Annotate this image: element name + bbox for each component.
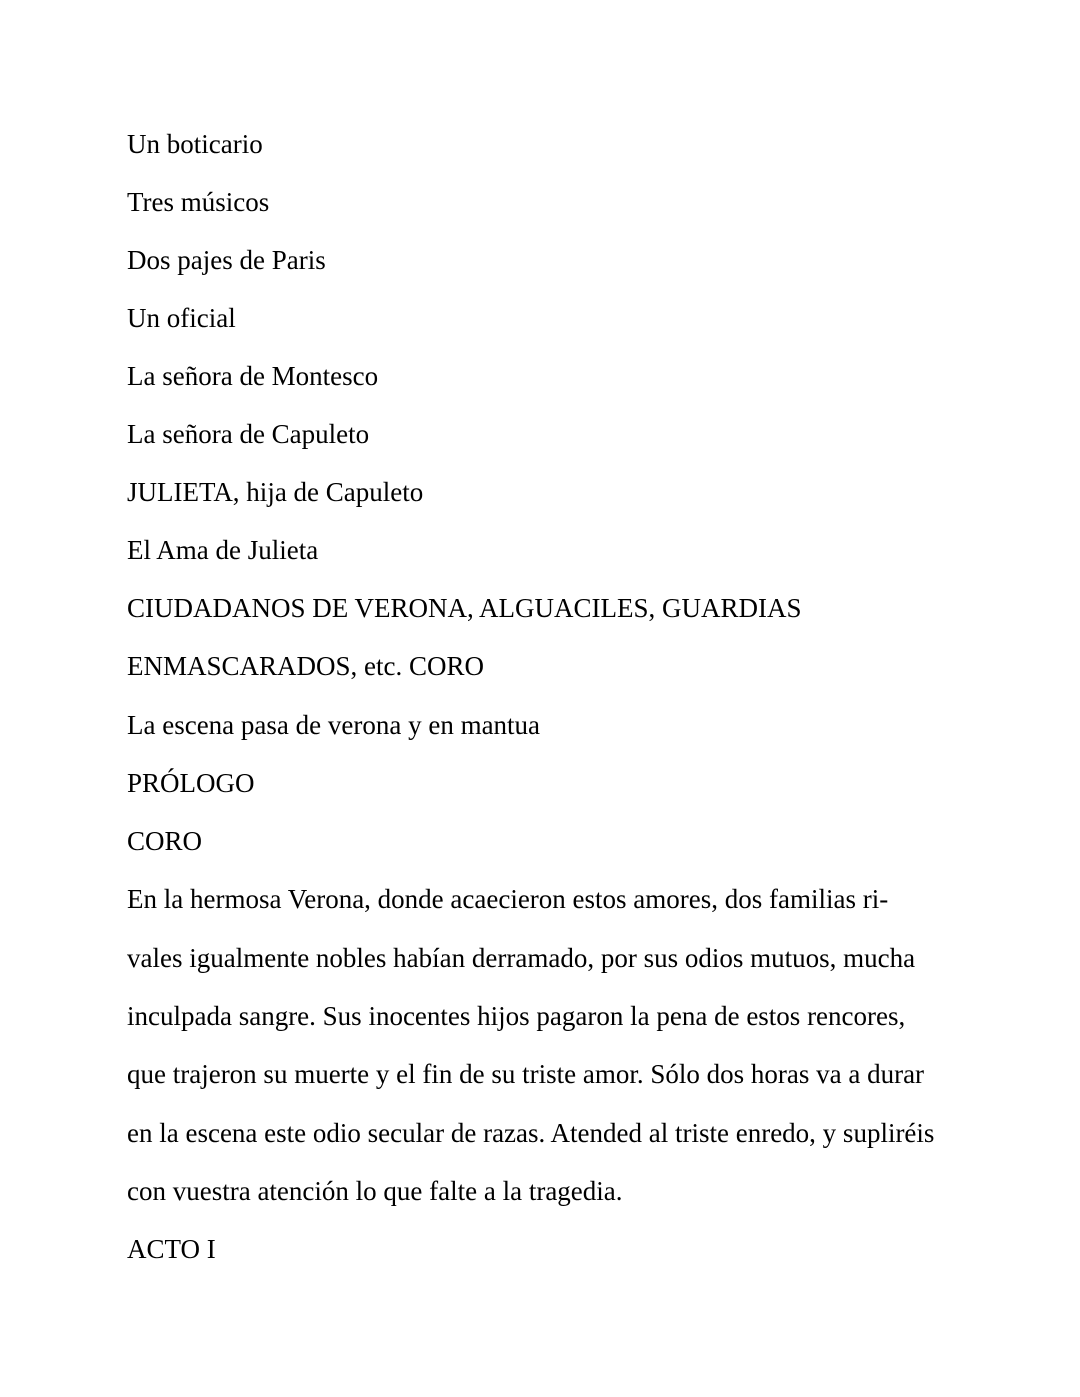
cast-member: CIUDADANOS DE VERONA, ALGUACILES, GUARDIAS [127, 593, 802, 623]
prologue-line: En la hermosa Verona, donde acaecieron estos amores, dos familias ri- [127, 884, 889, 914]
cast-member: La señora de Montesco [127, 361, 379, 391]
cast-member: JULIETA, hija de Capuleto [127, 477, 424, 507]
cast-member: Un boticario [127, 129, 263, 159]
prologue-line: en la escena este odio secular de razas. Atended al triste enredo, y supliréis [127, 1118, 935, 1148]
prologue-line: inculpada sangre. Sus inocentes hijos pagaron la pena de estos rencores, [127, 1001, 906, 1031]
speaker-label: CORO [127, 826, 203, 856]
cast-member: La señora de Capuleto [127, 419, 370, 449]
cast-member: Tres músicos [127, 187, 270, 217]
prologue-line: con vuestra atención lo que falte a la tragedia. [127, 1176, 623, 1206]
cast-member: Dos pajes de Paris [127, 245, 326, 275]
prologue-line: que trajeron su muerte y el fin de su triste amor. Sólo dos horas va a durar [127, 1059, 925, 1089]
prologue-heading: PRÓLOGO [127, 768, 255, 798]
setting-note: La escena pasa de verona y en mantua [127, 710, 541, 740]
cast-member: El Ama de Julieta [127, 535, 319, 565]
act-heading: ACTO I [127, 1234, 216, 1264]
cast-member: ENMASCARADOS, etc. CORO [127, 651, 485, 681]
prologue-line: vales igualmente nobles habían derramado, por sus odios mutuos, mucha [127, 943, 916, 973]
cast-member: Un oficial [127, 303, 236, 333]
